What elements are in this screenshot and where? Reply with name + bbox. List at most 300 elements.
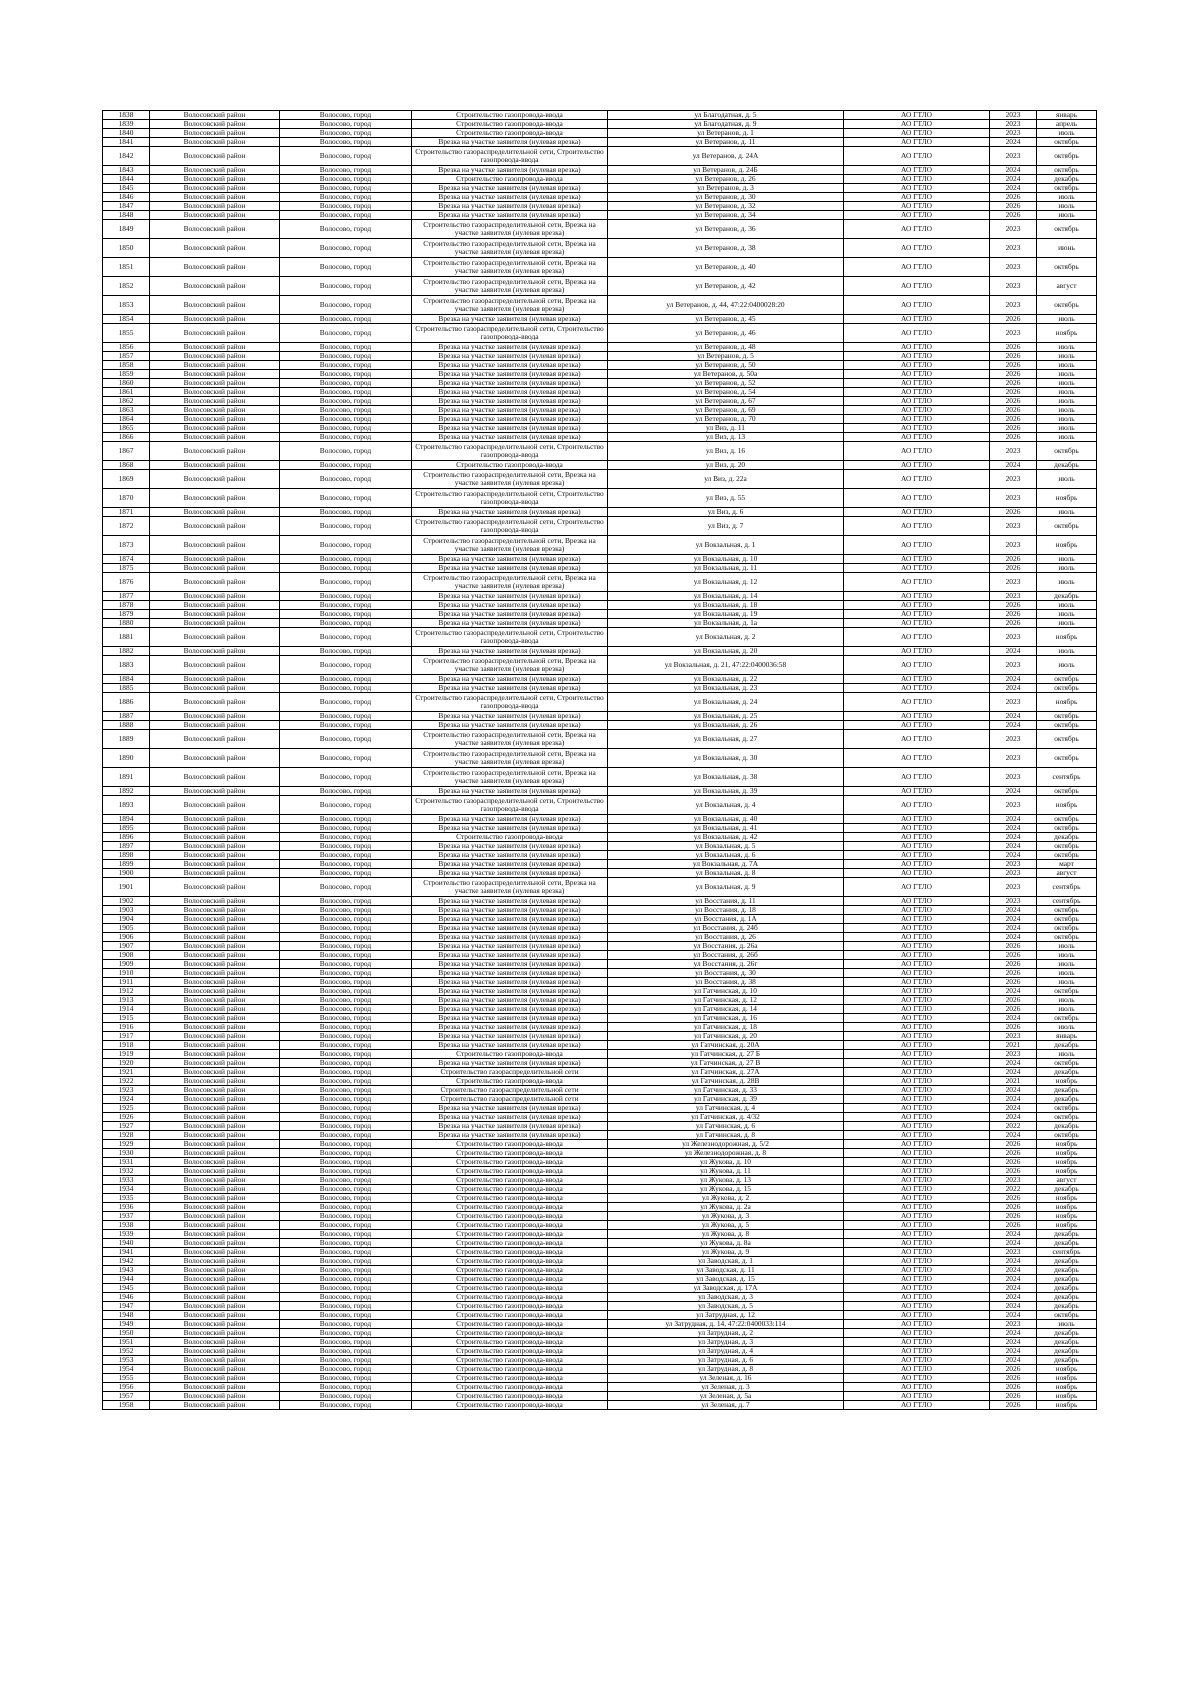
cell-row-number: 1954 xyxy=(103,1365,150,1374)
cell-year: 2024 xyxy=(990,1104,1037,1113)
cell-year: 2023 xyxy=(990,296,1037,315)
cell-work-type: Строительство газопровода-ввода xyxy=(412,175,608,184)
cell-month: июль xyxy=(1037,1320,1097,1329)
cell-organization: АО ГТЛО xyxy=(844,842,990,851)
cell-row-number: 1943 xyxy=(103,1266,150,1275)
cell-district: Волосовский район xyxy=(150,1320,280,1329)
cell-district: Волосовский район xyxy=(150,815,280,824)
cell-year: 2026 xyxy=(990,1365,1037,1374)
cell-address: ул Ветеранов, д. 50 xyxy=(608,361,844,370)
cell-year: 2026 xyxy=(990,361,1037,370)
cell-work-type: Врезка на участке заявителя (нулевая врезка) xyxy=(412,684,608,693)
cell-row-number: 1942 xyxy=(103,1257,150,1266)
cell-settlement: Волосово, город xyxy=(280,1095,412,1104)
cell-year: 2024 xyxy=(990,1131,1037,1140)
cell-year: 2023 xyxy=(990,1176,1037,1185)
cell-year: 2024 xyxy=(990,987,1037,996)
table-row xyxy=(103,592,1097,601)
cell-organization: АО ГТЛО xyxy=(844,1023,990,1032)
cell-work-type: Строительство газораспределительной сети, Строительство газопровода-ввода xyxy=(412,628,608,647)
cell-district: Волосовский район xyxy=(150,1392,280,1401)
cell-work-type: Врезка на участке заявителя (нулевая врезка) xyxy=(412,942,608,951)
cell-settlement: Волосово, город xyxy=(280,1140,412,1149)
cell-row-number: 1889 xyxy=(103,730,150,749)
cell-work-type: Врезка на участке заявителя (нулевая врезка) xyxy=(412,960,608,969)
cell-settlement: Волосово, город xyxy=(280,915,412,924)
cell-work-type: Строительство газораспределительной сети, Врезка на участке заявителя (нулевая врезка) xyxy=(412,220,608,239)
cell-address: ул Затрудная, д. 14, 47:22:0400033:114 xyxy=(608,1320,844,1329)
cell-month: октябрь xyxy=(1037,1131,1097,1140)
table-row xyxy=(103,1077,1097,1086)
cell-row-number: 1939 xyxy=(103,1230,150,1239)
cell-month: июль xyxy=(1037,1023,1097,1032)
table-row xyxy=(103,1203,1097,1212)
table-row xyxy=(103,924,1097,933)
cell-settlement: Волосово, город xyxy=(280,1329,412,1338)
cell-settlement: Волосово, город xyxy=(280,564,412,573)
cell-row-number: 1881 xyxy=(103,628,150,647)
table-row xyxy=(103,202,1097,211)
cell-settlement: Волосово, город xyxy=(280,1185,412,1194)
cell-year: 2026 xyxy=(990,1212,1037,1221)
cell-month: октябрь xyxy=(1037,220,1097,239)
cell-row-number: 1895 xyxy=(103,824,150,833)
cell-work-type: Строительство газопровода-ввода xyxy=(412,1311,608,1320)
cell-row-number: 1898 xyxy=(103,851,150,860)
table-row xyxy=(103,1230,1097,1239)
cell-year: 2026 xyxy=(990,193,1037,202)
table-row xyxy=(103,277,1097,296)
cell-settlement: Волосово, город xyxy=(280,1221,412,1230)
cell-organization: АО ГТЛО xyxy=(844,1320,990,1329)
cell-settlement: Волосово, город xyxy=(280,388,412,397)
cell-year: 2024 xyxy=(990,933,1037,942)
cell-row-number: 1878 xyxy=(103,601,150,610)
cell-district: Волосовский район xyxy=(150,1239,280,1248)
table-row xyxy=(103,915,1097,924)
cell-district: Волосовский район xyxy=(150,415,280,424)
cell-month: июль xyxy=(1037,573,1097,592)
cell-year: 2026 xyxy=(990,1167,1037,1176)
cell-year: 2026 xyxy=(990,1374,1037,1383)
cell-row-number: 1875 xyxy=(103,564,150,573)
cell-district: Волосовский район xyxy=(150,175,280,184)
cell-settlement: Волосово, город xyxy=(280,433,412,442)
cell-year: 2024 xyxy=(990,1113,1037,1122)
cell-month: декабрь xyxy=(1037,1239,1097,1248)
cell-month: ноябрь xyxy=(1037,1374,1097,1383)
cell-month: июль xyxy=(1037,951,1097,960)
cell-settlement: Волосово, город xyxy=(280,315,412,324)
cell-address: ул Виз, д. 22а xyxy=(608,470,844,489)
cell-settlement: Волосово, город xyxy=(280,138,412,147)
cell-work-type: Врезка на участке заявителя (нулевая врезка) xyxy=(412,1113,608,1122)
cell-settlement: Волосово, город xyxy=(280,768,412,787)
cell-row-number: 1940 xyxy=(103,1239,150,1248)
cell-settlement: Волосово, город xyxy=(280,1320,412,1329)
cell-settlement: Волосово, город xyxy=(280,656,412,675)
cell-district: Волосовский район xyxy=(150,1131,280,1140)
cell-work-type: Врезка на участке заявителя (нулевая врезка) xyxy=(412,211,608,220)
cell-month: июль xyxy=(1037,406,1097,415)
cell-row-number: 1938 xyxy=(103,1221,150,1230)
cell-organization: АО ГТЛО xyxy=(844,684,990,693)
cell-month: июль xyxy=(1037,619,1097,628)
cell-settlement: Волосово, город xyxy=(280,1068,412,1077)
cell-district: Волосовский район xyxy=(150,433,280,442)
cell-organization: АО ГТЛО xyxy=(844,508,990,517)
cell-month: октябрь xyxy=(1037,987,1097,996)
cell-settlement: Волосово, город xyxy=(280,592,412,601)
cell-month: декабрь xyxy=(1037,1086,1097,1095)
cell-work-type: Строительство газораспределительной сети, Строительство газопровода-ввода xyxy=(412,442,608,461)
cell-address: ул Виз, д. 20 xyxy=(608,461,844,470)
cell-month: сентябрь xyxy=(1037,897,1097,906)
cell-year: 2026 xyxy=(990,996,1037,1005)
cell-address: ул Ветеранов, д. 45 xyxy=(608,315,844,324)
cell-year: 2021 xyxy=(990,1041,1037,1050)
cell-work-type: Врезка на участке заявителя (нулевая врезка) xyxy=(412,508,608,517)
cell-settlement: Волосово, город xyxy=(280,1050,412,1059)
cell-month: март xyxy=(1037,860,1097,869)
cell-organization: АО ГТЛО xyxy=(844,1185,990,1194)
cell-row-number: 1891 xyxy=(103,768,150,787)
cell-address: ул Вокзальная, д. 41 xyxy=(608,824,844,833)
table-row xyxy=(103,712,1097,721)
cell-address: ул Вокзальная, д. 1 xyxy=(608,536,844,555)
cell-district: Волосовский район xyxy=(150,1041,280,1050)
cell-address: ул Благодатная, д. 9 xyxy=(608,120,844,129)
cell-month: июль xyxy=(1037,370,1097,379)
cell-work-type: Строительство газораспределительной сети, Строительство газопровода-ввода xyxy=(412,796,608,815)
cell-year: 2024 xyxy=(990,1068,1037,1077)
cell-year: 2024 xyxy=(990,1086,1037,1095)
cell-row-number: 1880 xyxy=(103,619,150,628)
cell-row-number: 1893 xyxy=(103,796,150,815)
cell-organization: АО ГТЛО xyxy=(844,1104,990,1113)
cell-organization: АО ГТЛО xyxy=(844,1329,990,1338)
cell-row-number: 1857 xyxy=(103,352,150,361)
cell-work-type: Врезка на участке заявителя (нулевая врезка) xyxy=(412,815,608,824)
cell-address: ул Вокзальная, д. 30 xyxy=(608,749,844,768)
cell-row-number: 1885 xyxy=(103,684,150,693)
cell-organization: АО ГТЛО xyxy=(844,592,990,601)
cell-month: октябрь xyxy=(1037,166,1097,175)
cell-year: 2024 xyxy=(990,184,1037,193)
cell-settlement: Волосово, город xyxy=(280,1374,412,1383)
cell-address: ул Вокзальная, д. 9 xyxy=(608,878,844,897)
cell-month: октябрь xyxy=(1037,684,1097,693)
table-row xyxy=(103,324,1097,343)
cell-month: октябрь xyxy=(1037,906,1097,915)
cell-organization: АО ГТЛО xyxy=(844,1383,990,1392)
cell-row-number: 1843 xyxy=(103,166,150,175)
cell-address: ул Ветеранов, д. 48 xyxy=(608,343,844,352)
cell-settlement: Волосово, город xyxy=(280,1266,412,1275)
cell-address: ул Гатчинская, д. 16 xyxy=(608,1014,844,1023)
cell-district: Волосовский район xyxy=(150,536,280,555)
cell-district: Волосовский район xyxy=(150,1158,280,1167)
cell-address: ул Вокзальная, д. 38 xyxy=(608,768,844,787)
cell-year: 2023 xyxy=(990,749,1037,768)
cell-organization: АО ГТЛО xyxy=(844,815,990,824)
cell-address: ул Ветеранов, д. 30 xyxy=(608,193,844,202)
cell-district: Волосовский район xyxy=(150,712,280,721)
cell-address: ул Зеленая, д. 7 xyxy=(608,1401,844,1410)
cell-address: ул Вокзальная, д. 12 xyxy=(608,573,844,592)
cell-address: ул Вокзальная, д. 4 xyxy=(608,796,844,815)
table-row xyxy=(103,470,1097,489)
table-row xyxy=(103,1401,1097,1410)
cell-row-number: 1897 xyxy=(103,842,150,851)
cell-work-type: Строительство газораспределительной сети, Врезка на участке заявителя (нулевая врезка) xyxy=(412,536,608,555)
cell-organization: АО ГТЛО xyxy=(844,1113,990,1122)
cell-row-number: 1952 xyxy=(103,1347,150,1356)
cell-district: Волосовский район xyxy=(150,851,280,860)
cell-district: Волосовский район xyxy=(150,942,280,951)
cell-address: ул Гатчинская, д. 4 xyxy=(608,1104,844,1113)
cell-work-type: Врезка на участке заявителя (нулевая врезка) xyxy=(412,564,608,573)
cell-work-type: Строительство газораспределительной сети xyxy=(412,1086,608,1095)
cell-settlement: Волосово, город xyxy=(280,675,412,684)
cell-district: Волосовский район xyxy=(150,1185,280,1194)
cell-month: январь xyxy=(1037,1032,1097,1041)
cell-address: ул Вокзальная, д. 21, 47:22:0400036:58 xyxy=(608,656,844,675)
cell-district: Волосовский район xyxy=(150,1005,280,1014)
cell-organization: АО ГТЛО xyxy=(844,1311,990,1320)
cell-district: Волосовский район xyxy=(150,1212,280,1221)
table-row xyxy=(103,424,1097,433)
cell-month: октябрь xyxy=(1037,851,1097,860)
cell-work-type: Строительство газораспределительной сети xyxy=(412,1095,608,1104)
cell-month: ноябрь xyxy=(1037,1365,1097,1374)
cell-organization: АО ГТЛО xyxy=(844,184,990,193)
cell-row-number: 1920 xyxy=(103,1059,150,1068)
cell-month: июль xyxy=(1037,942,1097,951)
table-row xyxy=(103,647,1097,656)
cell-year: 2023 xyxy=(990,324,1037,343)
cell-address: ул Ветеранов, д. 50а xyxy=(608,370,844,379)
table-row xyxy=(103,1149,1097,1158)
cell-district: Волосовский район xyxy=(150,1140,280,1149)
cell-settlement: Волосово, город xyxy=(280,147,412,166)
table-row xyxy=(103,969,1097,978)
cell-address: ул Затрудная, д. 3 xyxy=(608,1338,844,1347)
table-row xyxy=(103,1068,1097,1077)
cell-work-type: Врезка на участке заявителя (нулевая врезка) xyxy=(412,675,608,684)
cell-year: 2026 xyxy=(990,1158,1037,1167)
table-row xyxy=(103,379,1097,388)
cell-year: 2022 xyxy=(990,1122,1037,1131)
cell-year: 2023 xyxy=(990,768,1037,787)
cell-work-type: Строительство газопровода-ввода xyxy=(412,1077,608,1086)
cell-work-type: Врезка на участке заявителя (нулевая врезка) xyxy=(412,315,608,324)
cell-month: октябрь xyxy=(1037,721,1097,730)
cell-organization: АО ГТЛО xyxy=(844,656,990,675)
cell-work-type: Строительство газопровода-ввода xyxy=(412,1248,608,1257)
cell-district: Волосовский район xyxy=(150,193,280,202)
cell-work-type: Строительство газораспределительной сети, Строительство газопровода-ввода xyxy=(412,489,608,508)
cell-year: 2026 xyxy=(990,1149,1037,1158)
cell-settlement: Волосово, город xyxy=(280,647,412,656)
table-row xyxy=(103,1293,1097,1302)
cell-work-type: Строительство газораспределительной сети, Строительство газопровода-ввода xyxy=(412,147,608,166)
cell-row-number: 1957 xyxy=(103,1392,150,1401)
table-row xyxy=(103,1086,1097,1095)
cell-address: ул Ветеранов, д. 67 xyxy=(608,397,844,406)
cell-district: Волосовский район xyxy=(150,564,280,573)
cell-address: ул Гатчинская, д. 12 xyxy=(608,996,844,1005)
cell-work-type: Врезка на участке заявителя (нулевая врезка) xyxy=(412,379,608,388)
cell-year: 2026 xyxy=(990,969,1037,978)
cell-organization: АО ГТЛО xyxy=(844,833,990,842)
table-row xyxy=(103,129,1097,138)
cell-district: Волосовский район xyxy=(150,1338,280,1347)
table-row xyxy=(103,1374,1097,1383)
cell-settlement: Волосово, город xyxy=(280,1023,412,1032)
cell-address: ул Восстания, д. 30 xyxy=(608,969,844,978)
cell-address: ул Вокзальная, д. 25 xyxy=(608,712,844,721)
cell-year: 2023 xyxy=(990,897,1037,906)
table-row xyxy=(103,111,1097,120)
cell-organization: АО ГТЛО xyxy=(844,415,990,424)
cell-district: Волосовский район xyxy=(150,138,280,147)
table-row xyxy=(103,1140,1097,1149)
cell-work-type: Строительство газопровода-ввода xyxy=(412,1221,608,1230)
table-row xyxy=(103,138,1097,147)
table-row xyxy=(103,693,1097,712)
cell-month: ноябрь xyxy=(1037,1158,1097,1167)
cell-year: 2023 xyxy=(990,147,1037,166)
cell-organization: АО ГТЛО xyxy=(844,675,990,684)
cell-district: Волосовский район xyxy=(150,1059,280,1068)
cell-work-type: Врезка на участке заявителя (нулевая врезка) xyxy=(412,1122,608,1131)
cell-work-type: Строительство газораспределительной сети, Врезка на участке заявителя (нулевая врезка) xyxy=(412,277,608,296)
cell-settlement: Волосово, город xyxy=(280,1014,412,1023)
cell-district: Волосовский район xyxy=(150,996,280,1005)
cell-settlement: Волосово, город xyxy=(280,1041,412,1050)
cell-year: 2024 xyxy=(990,1266,1037,1275)
cell-year: 2021 xyxy=(990,1077,1037,1086)
cell-organization: АО ГТЛО xyxy=(844,1140,990,1149)
cell-year: 2026 xyxy=(990,1023,1037,1032)
cell-month: июль xyxy=(1037,202,1097,211)
cell-year: 2026 xyxy=(990,508,1037,517)
cell-district: Волосовский район xyxy=(150,749,280,768)
cell-organization: АО ГТЛО xyxy=(844,796,990,815)
cell-year: 2024 xyxy=(990,647,1037,656)
cell-row-number: 1869 xyxy=(103,470,150,489)
cell-settlement: Волосово, город xyxy=(280,1284,412,1293)
cell-district: Волосовский район xyxy=(150,860,280,869)
cell-month: декабрь xyxy=(1037,1266,1097,1275)
cell-organization: АО ГТЛО xyxy=(844,1176,990,1185)
cell-address: ул Жукова, д. 15 xyxy=(608,1185,844,1194)
table-row xyxy=(103,220,1097,239)
gasification-schedule-table xyxy=(102,110,1097,1410)
cell-address: ул Ветеранов, д. 3 xyxy=(608,184,844,193)
cell-settlement: Волосово, город xyxy=(280,628,412,647)
cell-district: Волосовский район xyxy=(150,220,280,239)
cell-address: ул Ветеранов, д. 42 xyxy=(608,277,844,296)
cell-organization: АО ГТЛО xyxy=(844,111,990,120)
cell-work-type: Строительство газораспределительной сети, Врезка на участке заявителя (нулевая врезка) xyxy=(412,573,608,592)
cell-year: 2024 xyxy=(990,1284,1037,1293)
cell-month: октябрь xyxy=(1037,1113,1097,1122)
cell-year: 2026 xyxy=(990,424,1037,433)
cell-work-type: Строительство газопровода-ввода xyxy=(412,1401,608,1410)
cell-year: 2026 xyxy=(990,978,1037,987)
cell-row-number: 1842 xyxy=(103,147,150,166)
cell-district: Волосовский район xyxy=(150,470,280,489)
cell-work-type: Врезка на участке заявителя (нулевая врезка) xyxy=(412,1032,608,1041)
cell-year: 2024 xyxy=(990,851,1037,860)
cell-month: октябрь xyxy=(1037,296,1097,315)
cell-work-type: Строительство газопровода-ввода xyxy=(412,1230,608,1239)
cell-organization: АО ГТЛО xyxy=(844,1095,990,1104)
cell-address: ул Вокзальная, д. 39 xyxy=(608,787,844,796)
cell-district: Волосовский район xyxy=(150,1275,280,1284)
cell-work-type: Врезка на участке заявителя (нулевая врезка) xyxy=(412,951,608,960)
cell-organization: АО ГТЛО xyxy=(844,1005,990,1014)
cell-district: Волосовский район xyxy=(150,768,280,787)
cell-district: Волосовский район xyxy=(150,1266,280,1275)
cell-year: 2024 xyxy=(990,166,1037,175)
table-row xyxy=(103,933,1097,942)
cell-year: 2023 xyxy=(990,258,1037,277)
table-row xyxy=(103,610,1097,619)
cell-organization: АО ГТЛО xyxy=(844,433,990,442)
cell-row-number: 1871 xyxy=(103,508,150,517)
cell-work-type: Строительство газопровода-ввода xyxy=(412,1392,608,1401)
cell-district: Волосовский район xyxy=(150,1365,280,1374)
table-row xyxy=(103,796,1097,815)
cell-settlement: Волосово, город xyxy=(280,787,412,796)
cell-district: Волосовский район xyxy=(150,628,280,647)
cell-settlement: Волосово, город xyxy=(280,406,412,415)
cell-district: Волосовский район xyxy=(150,1095,280,1104)
cell-district: Волосовский район xyxy=(150,833,280,842)
cell-row-number: 1947 xyxy=(103,1302,150,1311)
cell-address: ул Заводская, д. 1 xyxy=(608,1257,844,1266)
cell-month: ноябрь xyxy=(1037,693,1097,712)
cell-row-number: 1872 xyxy=(103,517,150,536)
cell-district: Волосовский район xyxy=(150,656,280,675)
cell-organization: АО ГТЛО xyxy=(844,1347,990,1356)
cell-month: декабрь xyxy=(1037,1293,1097,1302)
cell-district: Волосовский район xyxy=(150,1257,280,1266)
cell-address: ул Гатчинская, д. 20А xyxy=(608,1041,844,1050)
cell-row-number: 1906 xyxy=(103,933,150,942)
cell-settlement: Волосово, город xyxy=(280,1032,412,1041)
cell-row-number: 1919 xyxy=(103,1050,150,1059)
cell-district: Волосовский район xyxy=(150,147,280,166)
cell-address: ул Вокзальная, д. 7А xyxy=(608,860,844,869)
cell-address: ул Заводская, д. 15 xyxy=(608,1275,844,1284)
cell-row-number: 1847 xyxy=(103,202,150,211)
cell-year: 2023 xyxy=(990,628,1037,647)
cell-district: Волосовский район xyxy=(150,1032,280,1041)
cell-row-number: 1854 xyxy=(103,315,150,324)
cell-row-number: 1916 xyxy=(103,1023,150,1032)
cell-row-number: 1949 xyxy=(103,1320,150,1329)
cell-organization: АО ГТЛО xyxy=(844,1077,990,1086)
cell-row-number: 1902 xyxy=(103,897,150,906)
cell-district: Волосовский район xyxy=(150,442,280,461)
cell-month: июль xyxy=(1037,978,1097,987)
cell-year: 2026 xyxy=(990,315,1037,324)
cell-address: ул Вокзальная, д. 14 xyxy=(608,592,844,601)
